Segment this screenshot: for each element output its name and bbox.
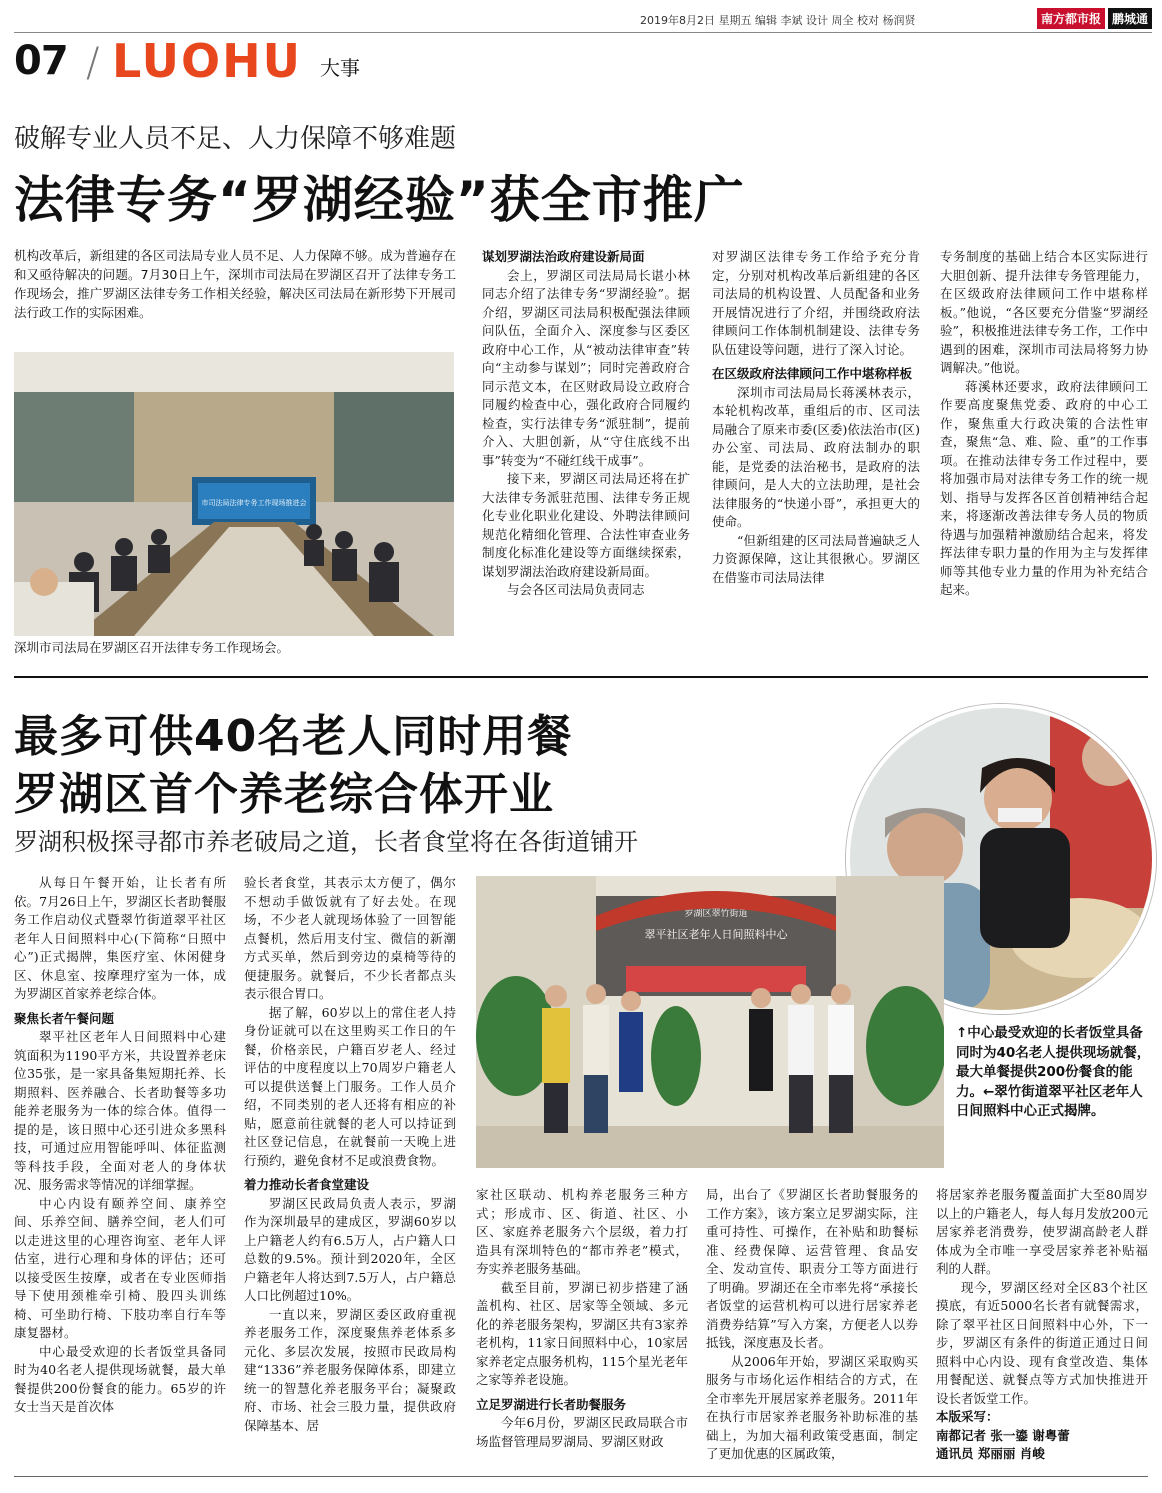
paragraph: 家社区联动、机构养老服务三种方式；形成市、区、街道、社区、小区、家庭养老服务六个层级，着力打造具有深圳特色的“都市养老”模式，夯实养老服务基础。 <box>476 1187 688 1276</box>
article2-column-1 <box>14 874 226 1417</box>
subheading: 聚焦长者午餐问题 <box>14 1010 115 1026</box>
supplement-logo: 鹏城通 <box>1108 8 1152 29</box>
page-number: 07 <box>14 38 68 84</box>
sign-text-district: 罗湖区翠竹街道 <box>684 909 748 919</box>
paragraph: 专务制度的基础上结合本区实际进行大胆创新、提升法律专务管理能力，在区级政府法律顾问工作中堪称样板。”他说，“各区要充分借鉴“罗湖经验”，积极推进法律专务工作，工作中遇到的困难，深圳市司法局将努力协调解决。”他说。 <box>940 249 1148 375</box>
header-meta: 2019年8月2日 星期五 编辑 李斌 设计 周全 校对 杨润贤 <box>640 14 916 27</box>
article2-column-3 <box>476 1186 688 1451</box>
subheading: 立足罗湖进行长者助餐服务 <box>476 1396 627 1412</box>
paragraph: 从每日午餐开始，让长者有所依。7月26日上午，罗湖区长者助餐服务工作启动仪式暨翠竹街道翠平社区老年人日间照料中心(下简称“日照中心”)正式揭牌，集医疗室、休闲健身区、休息室、按摩理疗室为一体，成为罗湖区首家养老综合体。 <box>14 875 226 1001</box>
paragraph: 截至目前，罗湖已初步搭建了涵盖机构、社区、居家等全领域、多元化的养老服务架构，罗湖区共有3家养老机构，11家日间照料中心，10家居家养老定点服务机构，115个星光老年之家等养老设施。 <box>476 1279 688 1387</box>
article1-column-2 <box>482 248 690 600</box>
article1-headline: 法律专务“罗湖经验”获全市推广 <box>14 171 745 229</box>
article1-column-4 <box>940 248 1148 600</box>
paragraph: 会上，罗湖区司法局局长谌小林同志介绍了法律专务“罗湖经验”。据介绍，罗湖区司法局积极配强法律顾问队伍，全面介入、深度参与区委区政府中心工作，从“被动法律审查”转向“主动参与谋划”；同时完善政府合同示范文本，在区财政局设立政府合同履约检查中心，强化政府合同履约检查，实行法律专务“派驻制”，提前介入、大胆创新，从“守住底线不出事”转变为“不碰红线干成事”。 <box>482 267 690 468</box>
header-rule <box>14 32 1152 33</box>
article2-column-5 <box>936 1186 1148 1464</box>
ribbon-ceremony-photo <box>476 876 944 1168</box>
paragraph: 验长者食堂，其表示太方便了，偶尔不想动手做饭就有了好去处。在现场，不少老人就现场体验了一回智能点餐机，然后用支付宝、微信的新潮方式买单，然后到旁边的桌椅等待的便捷服务。就餐后，不少长者都点头表示很合胃口。 <box>244 875 456 1001</box>
paragraph: 中心最受欢迎的长者饭堂具备同时为40名老人提供现场就餐，最大单餐提供200份餐食的能力。65岁的许女士当天是首次体 <box>14 1343 226 1414</box>
section-tag: 大事 <box>320 56 360 80</box>
article2-column-4 <box>706 1186 918 1464</box>
article1-lead: 机构改革后，新组建的各区司法局专业人员不足、人力保障不够。成为普遍存在和又亟待解决的问题。7月30日上午，深圳市司法局在罗湖区召开了法律专务工作现场会，推广罗湖区法律专务工作相关经验，解决区司法局在新形势下开展司法行政工作的实际困难。 <box>14 248 456 320</box>
article2-column-2 <box>244 874 456 1435</box>
paragraph: 接下来，罗湖区司法局还将在扩大法律专务派驻范围、法律专务正规化专业化职业化建设、外聘法律顾问规范化精细化管理、合法性审查业务制度化标准化建设等方面继续探索，谋划罗湖法治政府建设新局面。 <box>482 471 690 579</box>
paragraph: 一直以来，罗湖区委区政府重视养老服务工作，深度聚焦养老体系多元化、多层次发展，按照市民政局构建“1336”养老服务保障体系，即建立统一的智慧化养老服务平台；凝聚政府、市场、社会三股力量，提供政府保障基本、居 <box>244 1306 456 1433</box>
paragraph: 翠平社区老年人日间照料中心建筑面积为1190平方米，共设置养老床位35张，是一家具备集短期托养、长期照料、医养融合、长者助餐等多功能养老服务为一体的综合体。值得一提的是，该日照中心还引进众多黑科技，可通过应用智能呼叫、体征监测等科技手段，全面对老人的身体状况、服务需求等情况的详细掌握。 <box>14 1029 226 1192</box>
paragraph: 从2006年开始，罗湖区采取购买服务与市场化运作相结合的方式，在全市率先开展居家养老服务。2011年在执行市居家养老服务补助标准的基础上，为加大福利政策受惠面，制定了更加优惠的区属政策， <box>706 1353 918 1461</box>
paragraph: 现今，罗湖区经对全区83个社区摸底，有近5000名长者有就餐需求，除了翠平社区日间照料中心外，下一步，罗湖区有条件的街道正通过日间照料中心内设、现有食堂改造、集体用餐配送、就餐点等方式加快推进开设长者饭堂工作。 <box>936 1279 1148 1406</box>
meeting-screen-text: 市司法局法律专务工作现场推进会 <box>201 499 307 507</box>
footer-rule <box>14 1476 1148 1477</box>
article-divider <box>14 676 1148 678</box>
paragraph: 深圳市司法局局长蒋溪林表示，本轮机构改革，重组后的市、区司法局融合了原来市委(区委)依法治市(区)办公室、司法局、政府法制办的职能，是党委的法治秘书，是政府的法律顾问，是人大的立法助理，是社会法律服务的“快递小哥”，承担更大的使命。 <box>712 384 920 529</box>
article2-photo-caption: ↑中心最受欢迎的长者饭堂具备同时为40名老人提供现场就餐，最大单餐提供200份餐食的能力。←翠竹街道翠平社区老年人日间照料中心正式揭牌。 <box>956 1025 1151 1119</box>
paragraph: 罗湖区民政局负责人表示，罗湖作为深圳最早的建成区，罗湖60岁以上户籍老人约有6.5万人，占户籍人口总数的9.5%。预计到2020年，全区户籍老年人将达到7.5万人，占户籍总人口比例超过10%。 <box>244 1195 456 1303</box>
subheading: 着力推动长者食堂建设 <box>244 1177 370 1192</box>
subheading: 谋划罗湖法治政府建设新局面 <box>482 249 645 264</box>
paragraph: 局，出台了《罗湖区长者助餐服务的工作方案》，该方案立足罗湖实际，注重可持性、可操作，在补贴和助餐标准、经费保障、运营管理、食品安全、发动宣传、职责分工等方面进行了明确。罗湖还在全市率先将“承接长者饭堂的运营机构可以进行居家养老消费券结算”写入方案，方便老人以券抵钱，深度惠及长者。 <box>706 1187 918 1350</box>
byline-label: 本版采写： <box>936 1409 999 1424</box>
paragraph: 与会各区司法局负责同志 <box>507 582 645 597</box>
paragraph: 据了解，60岁以上的常住老人持身份证就可以在这里购买工作日的午餐，价格亲民，户籍百岁老人、经过评估的中度程度以上70周岁户籍老人可以提供送餐上门服务。工作人员介绍，不同类别的老人还将有相应的补贴，愿意前往就餐的老人可以持证到社区登记信息，在就餐前一天晚上进行预约，避免食材不足或浪费食物。 <box>244 1004 456 1168</box>
article2-deck: 罗湖积极探寻都市养老破局之道，长者食堂将在各街道铺开 <box>14 828 638 856</box>
meeting-photo <box>14 352 454 636</box>
paragraph: 将居家养老服务覆盖面扩大至80周岁以上的户籍老人，每人每月发放200元居家养老消费券，使罗湖高龄老人群体成为全市唯一享受居家养老补贴福利的人群。 <box>936 1187 1148 1276</box>
article2-headline-2: 罗湖区首个养老综合体开业 <box>14 769 554 820</box>
article1-column-3 <box>712 248 920 587</box>
subheading: 在区级政府法律顾问工作中堪称样板 <box>712 366 913 381</box>
byline-reporters: 南都记者 张一鎏 谢粤蕾 <box>936 1427 1070 1443</box>
section-title: LUOHU <box>112 34 302 88</box>
sign-text-center: 翠平社区老年人日间照料中心 <box>644 928 788 941</box>
paragraph: 对罗湖区法律专务工作给予充分肯定，分别对机构改革后新组建的各区司法局的机构设置、人员配备和业务开展情况进行了介绍，并围绕政府法律顾问工作体制机制建设、法律专务队伍建设等问题，进行了深入讨论。 <box>712 249 920 357</box>
newspaper-logo: 南方都市报 <box>1037 8 1105 29</box>
paragraph: 蒋溪林还要求，政府法律顾问工作要高度聚焦党委、政府的中心工作，聚焦重大行政决策的合法性审查，聚焦“急、难、险、重”的工作事项。在推动法律专务工作过程中，要将加强市局对法律专务工作的统一规划、指导与发挥各区首创精神结合起来，将逐渐改善法律专务人员的物质待遇与加强精神激励结合起来，将发挥法律专职力量的作用为主与发挥律师等其他专业力量的作用为补充结合起来。 <box>940 378 1148 597</box>
article2-headline-1: 最多可供40名老人同时用餐 <box>14 711 573 762</box>
paragraph: 中心内设有颐养空间、康养空间、乐养空间、膳养空间，老人们可以走进这里的心理咨询室、老年人评估室，进行心理和身体的评估；还可以接受医生按摩，或者在专业医师指导下使用颈椎牵引椅、股四头训练椅、可坐助行椅、下肢功率自行车等康复器材。 <box>14 1195 226 1340</box>
byline-correspondents: 通讯员 郑丽丽 肖峻 <box>936 1446 1045 1461</box>
paragraph: 今年6月份，罗湖区民政局联合市场监督管理局罗湖局、罗湖区财政 <box>476 1415 688 1449</box>
meeting-photo-caption: 深圳市司法局在罗湖区召开法律专务工作现场会。 <box>14 640 290 655</box>
paragraph: “但新组建的区司法局普遍缺乏人力资源保障，这让其很揪心。罗湖区在借鉴市司法局法律 <box>712 532 920 585</box>
masthead-logos <box>1037 8 1152 29</box>
article1-kicker: 破解专业人员不足、人力保障不够难题 <box>14 124 457 154</box>
page-slash: / <box>86 40 100 86</box>
